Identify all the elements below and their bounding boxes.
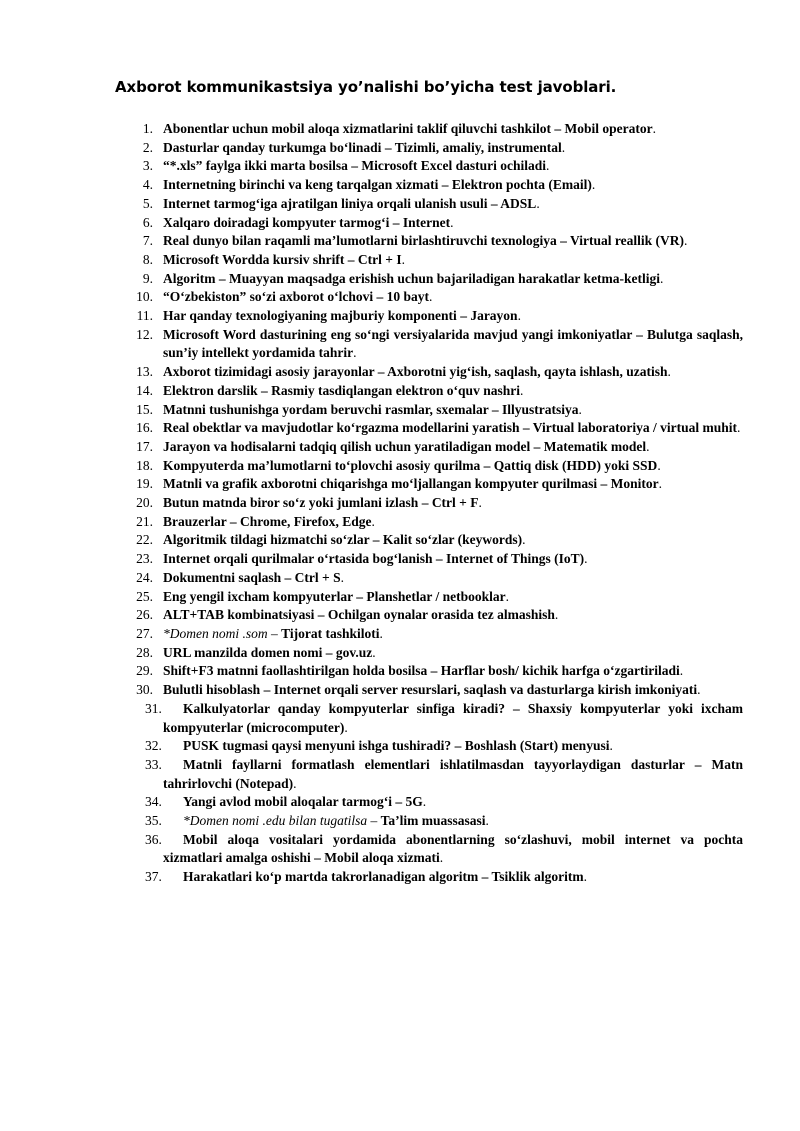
item-number: 22. — [136, 532, 153, 548]
question-text: Elektron darslik — [163, 382, 258, 398]
dash-separator: – — [257, 382, 272, 398]
answer-text: Internet orqali server resurslari, saqlash va dasturlarga kirish imkoniyati — [273, 682, 698, 698]
dash-separator: – — [322, 644, 336, 660]
item-number: 25. — [136, 588, 153, 604]
question-text: “*.xls” faylga ikki marta bosilsa — [163, 158, 348, 174]
answer-text: Shaxsiy kompyuterlar yoki ixcham kompyuterlar (microcomputer) — [163, 700, 743, 735]
end-period: . — [536, 195, 540, 211]
end-period: . — [478, 495, 482, 511]
answer-text: Mobil aloqa xizmati — [324, 850, 440, 866]
dash-separator: – — [487, 195, 501, 211]
answer-text: Elektron pochta (Email) — [451, 177, 592, 193]
dash-separator: – — [432, 551, 447, 567]
item-number: 7. — [142, 233, 153, 249]
list-item — [0, 569, 743, 588]
question-text: Kalkulyatorlar qanday kompyuterlar sinfiga kiradi? — [183, 700, 505, 716]
question-text: Mobil aloqa vositalari yordamida abonentlarning so‘zlashuvi, mobil internet va pochta xizmatlari amalga oshishi — [163, 831, 743, 866]
end-period: . — [609, 738, 613, 754]
end-period: . — [667, 364, 671, 380]
question-text: Shift+F3 matnni faollashtirilgan holda bosilsa — [163, 663, 428, 679]
question-text: *Domen nomi .edu bilan tugatilsa — [183, 813, 368, 829]
item-number: 24. — [136, 569, 153, 585]
question-text: Harakatlari ko‘p martda takrorlanadigan algoritm — [183, 869, 479, 885]
answer-text: 5G — [405, 794, 423, 810]
item-number: 28. — [136, 644, 153, 660]
item-number: 20. — [136, 495, 153, 511]
list-item — [0, 625, 743, 644]
item-number: 35. — [145, 813, 162, 829]
item-number: 37. — [145, 869, 162, 885]
answer-text: Mobil operator — [564, 121, 653, 136]
list-item — [0, 195, 743, 214]
list-item — [0, 513, 743, 532]
end-period: . — [344, 719, 348, 735]
list-item — [0, 756, 743, 793]
item-number: 1. — [142, 121, 153, 136]
list-item — [0, 307, 743, 326]
question-text: Eng yengil ixcham kompyuterlar — [163, 588, 353, 604]
end-period: . — [519, 382, 524, 398]
question-text: Axborot tizimidagi asosiy jarayonlar — [163, 364, 375, 380]
answer-text: Jarayon — [470, 308, 518, 324]
question-text: Real dunyo bilan raqamli ma’lumotlarni birlashtiruvchi texnologiya — [163, 233, 557, 249]
item-number: 19. — [136, 476, 153, 492]
dash-separator: – — [530, 438, 544, 454]
dash-separator: – — [389, 214, 403, 230]
list-item — [0, 644, 743, 663]
end-period: . — [697, 682, 701, 698]
question-text: PUSK tugmasi qaysi menyuni ishga tushiradi? — [183, 738, 452, 754]
item-number: 10. — [136, 289, 153, 305]
dash-separator: – — [374, 364, 388, 380]
list-item — [0, 475, 743, 494]
answer-text: Ctrl + S — [294, 569, 341, 585]
item-number: 21. — [136, 513, 153, 529]
list-item — [0, 457, 743, 476]
item-number: 34. — [145, 794, 162, 810]
end-period: . — [737, 420, 741, 436]
answer-list — [0, 120, 800, 887]
question-text: Yangi avlod mobil aloqalar tarmog‘i — [183, 794, 393, 810]
dash-separator: – — [314, 607, 328, 623]
item-number: 36. — [145, 831, 162, 847]
item-number: 27. — [136, 625, 153, 641]
question-text: ALT+TAB kombinatsiyasi — [163, 607, 315, 623]
answer-text: Axborotni yig‘ish, saqlash, qayta ishlash, uzatish — [387, 364, 668, 380]
end-period: . — [561, 139, 566, 155]
question-text: Matnli fayllarni formatlash elementlari ishlatilmasdan tayyorlaydigan dasturlar — [183, 756, 685, 772]
answer-text: Virtual reallik (VR) — [570, 233, 685, 249]
list-item — [0, 120, 743, 139]
end-period: . — [401, 251, 405, 267]
dash-separator: – — [556, 233, 571, 249]
dash-separator: – — [367, 813, 381, 829]
end-period: . — [646, 438, 650, 454]
end-period: . — [379, 625, 383, 641]
item-number: 12. — [136, 326, 153, 342]
question-text: Algoritm — [163, 270, 216, 286]
end-period: . — [517, 308, 521, 324]
question-text: Matnni tushunishga yordam beruvchi rasmlar, sxemalar — [163, 401, 489, 417]
dash-separator: – — [488, 401, 503, 417]
question-text: Dasturlar qanday turkumga bo‘linadi — [163, 139, 382, 155]
item-number: 13. — [136, 364, 153, 380]
end-period: . — [658, 476, 663, 492]
answer-text: Ta’lim muassasasi — [380, 813, 486, 829]
question-text: *Domen nomi .som — [163, 625, 268, 641]
list-item — [0, 438, 743, 457]
answer-text: Illyustratsiya — [502, 401, 579, 417]
dash-separator: – — [369, 532, 383, 548]
dash-separator: – — [478, 869, 492, 885]
answer-text: Kalit so‘zlar (keywords) — [382, 532, 523, 548]
dash-separator: – — [418, 495, 432, 511]
answer-text: Matn tahrirlovchi (Notepad) — [163, 756, 743, 791]
dash-separator: – — [451, 738, 465, 754]
answer-text: Qattiq disk (HDD) yoki SSD — [493, 457, 658, 473]
dash-separator: – — [344, 251, 358, 267]
question-text: Bulutli hisoblash — [163, 682, 261, 698]
end-period: . — [591, 177, 596, 193]
answer-text: Monitor — [610, 476, 659, 492]
dash-separator: – — [597, 476, 611, 492]
end-period: . — [371, 513, 375, 529]
question-text: Algoritmik tildagi hizmatchi so‘zlar — [163, 532, 370, 548]
end-period: . — [554, 607, 559, 623]
item-number: 18. — [136, 457, 153, 473]
list-item — [0, 232, 743, 251]
item-number: 23. — [136, 551, 153, 567]
dash-separator: – — [504, 700, 528, 716]
item-number: 4. — [142, 177, 153, 193]
dash-separator: – — [392, 794, 406, 810]
question-text: Matnli va grafik axborotni chiqarishga mo‘ljallangan kompyuter qurilmasi — [163, 476, 598, 492]
dash-separator: – — [226, 513, 240, 529]
question-text: Internet orqali qurilmalar o‘rtasida bog‘lanish — [163, 551, 433, 567]
answer-text: Internet of Things (IoT) — [446, 551, 585, 567]
dash-separator: – — [519, 420, 533, 436]
end-period: . — [679, 663, 684, 679]
question-text: Kompyuterda ma’lumotlarni to‘plovchi asosiy qurilma — [163, 457, 481, 473]
item-number: 5. — [142, 195, 153, 211]
answer-text: ADSL — [500, 195, 537, 211]
answer-text: Ochilgan oynalar orasida tez almashish — [327, 607, 555, 623]
end-period: . — [522, 532, 526, 548]
list-item — [0, 831, 743, 868]
answer-text: Ctrl + I — [357, 251, 402, 267]
question-text: Microsoft Wordda kursiv shrift — [163, 251, 345, 267]
question-text: “O‘zbekiston” so‘zi axborot o‘lchovi — [163, 289, 374, 305]
end-period: . — [583, 869, 588, 885]
dash-separator: – — [684, 756, 712, 772]
end-period: . — [684, 233, 688, 249]
end-period: . — [372, 644, 376, 660]
list-item — [0, 662, 743, 681]
item-number: 16. — [136, 420, 153, 436]
item-number: 26. — [136, 607, 153, 623]
list-item — [0, 812, 743, 831]
dash-separator: – — [352, 588, 367, 604]
item-number: 2. — [142, 139, 153, 155]
page-title: Axborot kommunikastsiya yo’nalishi bo’yicha test javoblari. — [115, 78, 617, 96]
question-text: Abonentlar uchun mobil aloqa xizmatlarini taklif qiluvchi tashkilot — [163, 121, 551, 136]
end-period: . — [657, 457, 661, 473]
end-period: . — [652, 121, 656, 136]
list-item — [0, 270, 743, 289]
end-period: . — [578, 401, 582, 417]
list-item — [0, 681, 743, 700]
answer-text: Tizimli, amaliy, instrumental — [394, 139, 562, 155]
dash-separator: – — [427, 663, 441, 679]
end-period: . — [546, 158, 550, 174]
end-period: . — [660, 270, 664, 286]
question-text: Xalqaro doiradagi kompyuter tarmog‘i — [163, 214, 390, 230]
dash-separator: – — [215, 270, 229, 286]
item-number: 6. — [142, 214, 153, 230]
dash-separator: – — [267, 625, 282, 641]
item-number: 29. — [136, 663, 153, 679]
answer-text: Harflar bosh/ kichik harfga o‘zgartiriladi — [440, 663, 680, 679]
list-item — [0, 401, 743, 420]
item-number: 17. — [136, 438, 153, 454]
list-item — [0, 214, 743, 233]
list-item — [0, 419, 743, 438]
list-item — [0, 157, 743, 176]
end-period: . — [422, 794, 427, 810]
dash-separator: – — [381, 139, 395, 155]
question-text: Brauzerlar — [163, 513, 227, 529]
end-period: . — [353, 345, 357, 361]
dash-separator: – — [480, 457, 494, 473]
list-item — [0, 868, 743, 887]
question-text: URL manzilda domen nomi — [163, 644, 323, 660]
dash-separator: – — [632, 326, 648, 342]
list-item — [0, 288, 743, 307]
answer-text: Microsoft Excel dasturi ochiladi — [361, 158, 547, 174]
dash-separator: – — [281, 569, 295, 585]
list-item — [0, 737, 743, 756]
answer-text: Matematik model — [543, 438, 647, 454]
end-period: . — [439, 850, 444, 866]
list-item — [0, 251, 743, 270]
dash-separator: – — [550, 121, 565, 136]
question-text: Butun matnda biror so‘z yoki jumlani izlash — [163, 495, 419, 511]
answer-text: Chrome, Firefox, Edge — [239, 513, 372, 529]
end-period: . — [505, 588, 510, 604]
dash-separator: – — [260, 682, 274, 698]
item-number: 14. — [136, 382, 153, 398]
dash-separator: – — [456, 308, 471, 324]
question-text: Internet tarmog‘iga ajratilgan liniya orqali ulanish usuli — [163, 195, 488, 211]
answer-text: Bulutga saqlash, sun’iy intellekt yordamida tahrir — [163, 326, 744, 361]
answer-text: Planshetlar / netbooklar — [366, 588, 506, 604]
list-item — [0, 326, 743, 363]
item-number: 15. — [136, 401, 153, 417]
list-item — [0, 531, 743, 550]
item-number: 8. — [142, 251, 153, 267]
list-item — [0, 606, 743, 625]
list-item — [0, 382, 743, 401]
dash-separator: – — [373, 289, 387, 305]
list-item — [0, 494, 743, 513]
item-number: 11. — [136, 308, 153, 324]
answer-text: gov.uz — [335, 644, 373, 660]
dash-separator: – — [347, 158, 362, 174]
item-number: 32. — [145, 738, 162, 754]
question-text: Microsoft Word dasturining eng so‘ngi versiyalarida mavjud yangi imkoniyatlar — [163, 326, 633, 342]
end-period: . — [584, 551, 588, 567]
answer-text: Tsiklik algoritm — [491, 869, 584, 885]
question-text: Internetning birinchi va keng tarqalgan xizmati — [163, 177, 439, 193]
item-number: 31. — [145, 700, 162, 716]
list-item — [0, 139, 743, 158]
end-period: . — [485, 813, 489, 829]
dash-separator: – — [438, 177, 452, 193]
list-item — [0, 588, 743, 607]
answer-text: Tijorat tashkiloti — [281, 625, 380, 641]
list-item — [0, 176, 743, 195]
dash-separator: – — [310, 850, 325, 866]
item-number: 3. — [142, 158, 153, 174]
answer-text: Internet — [402, 214, 451, 230]
question-text: Jarayon va hodisalarni tadqiq qilish uchun yaratiladigan model — [163, 438, 531, 454]
end-period: . — [293, 775, 297, 791]
list-item — [0, 363, 743, 382]
answer-text: Muayyan maqsadga erishish uchun bajariladigan harakatlar ketma-ketligi — [228, 270, 661, 286]
answer-text: 10 bayt — [386, 289, 430, 305]
answer-text: Virtual laboratoriya / virtual muhit — [532, 420, 737, 436]
answer-text: Ctrl + F — [431, 495, 479, 511]
list-item — [0, 700, 743, 737]
list-item — [0, 793, 743, 812]
list-item — [0, 550, 743, 569]
question-text: Real obektlar va mavjudotlar ko‘rgazma modellarini yaratish — [163, 420, 520, 436]
item-number: 33. — [145, 756, 162, 772]
question-text: Dokumentni saqlash — [163, 569, 282, 585]
item-number: 9. — [142, 270, 153, 286]
end-period: . — [450, 214, 454, 230]
item-number: 30. — [136, 682, 153, 698]
end-period: . — [429, 289, 433, 305]
end-period: . — [340, 569, 344, 585]
answer-text: Rasmiy tasdiqlangan elektron o‘quv nashri — [271, 382, 520, 398]
answer-text: Boshlash (Start) menyusi — [464, 738, 610, 754]
question-text: Har qanday texnologiyaning majburiy komponenti — [163, 308, 457, 324]
